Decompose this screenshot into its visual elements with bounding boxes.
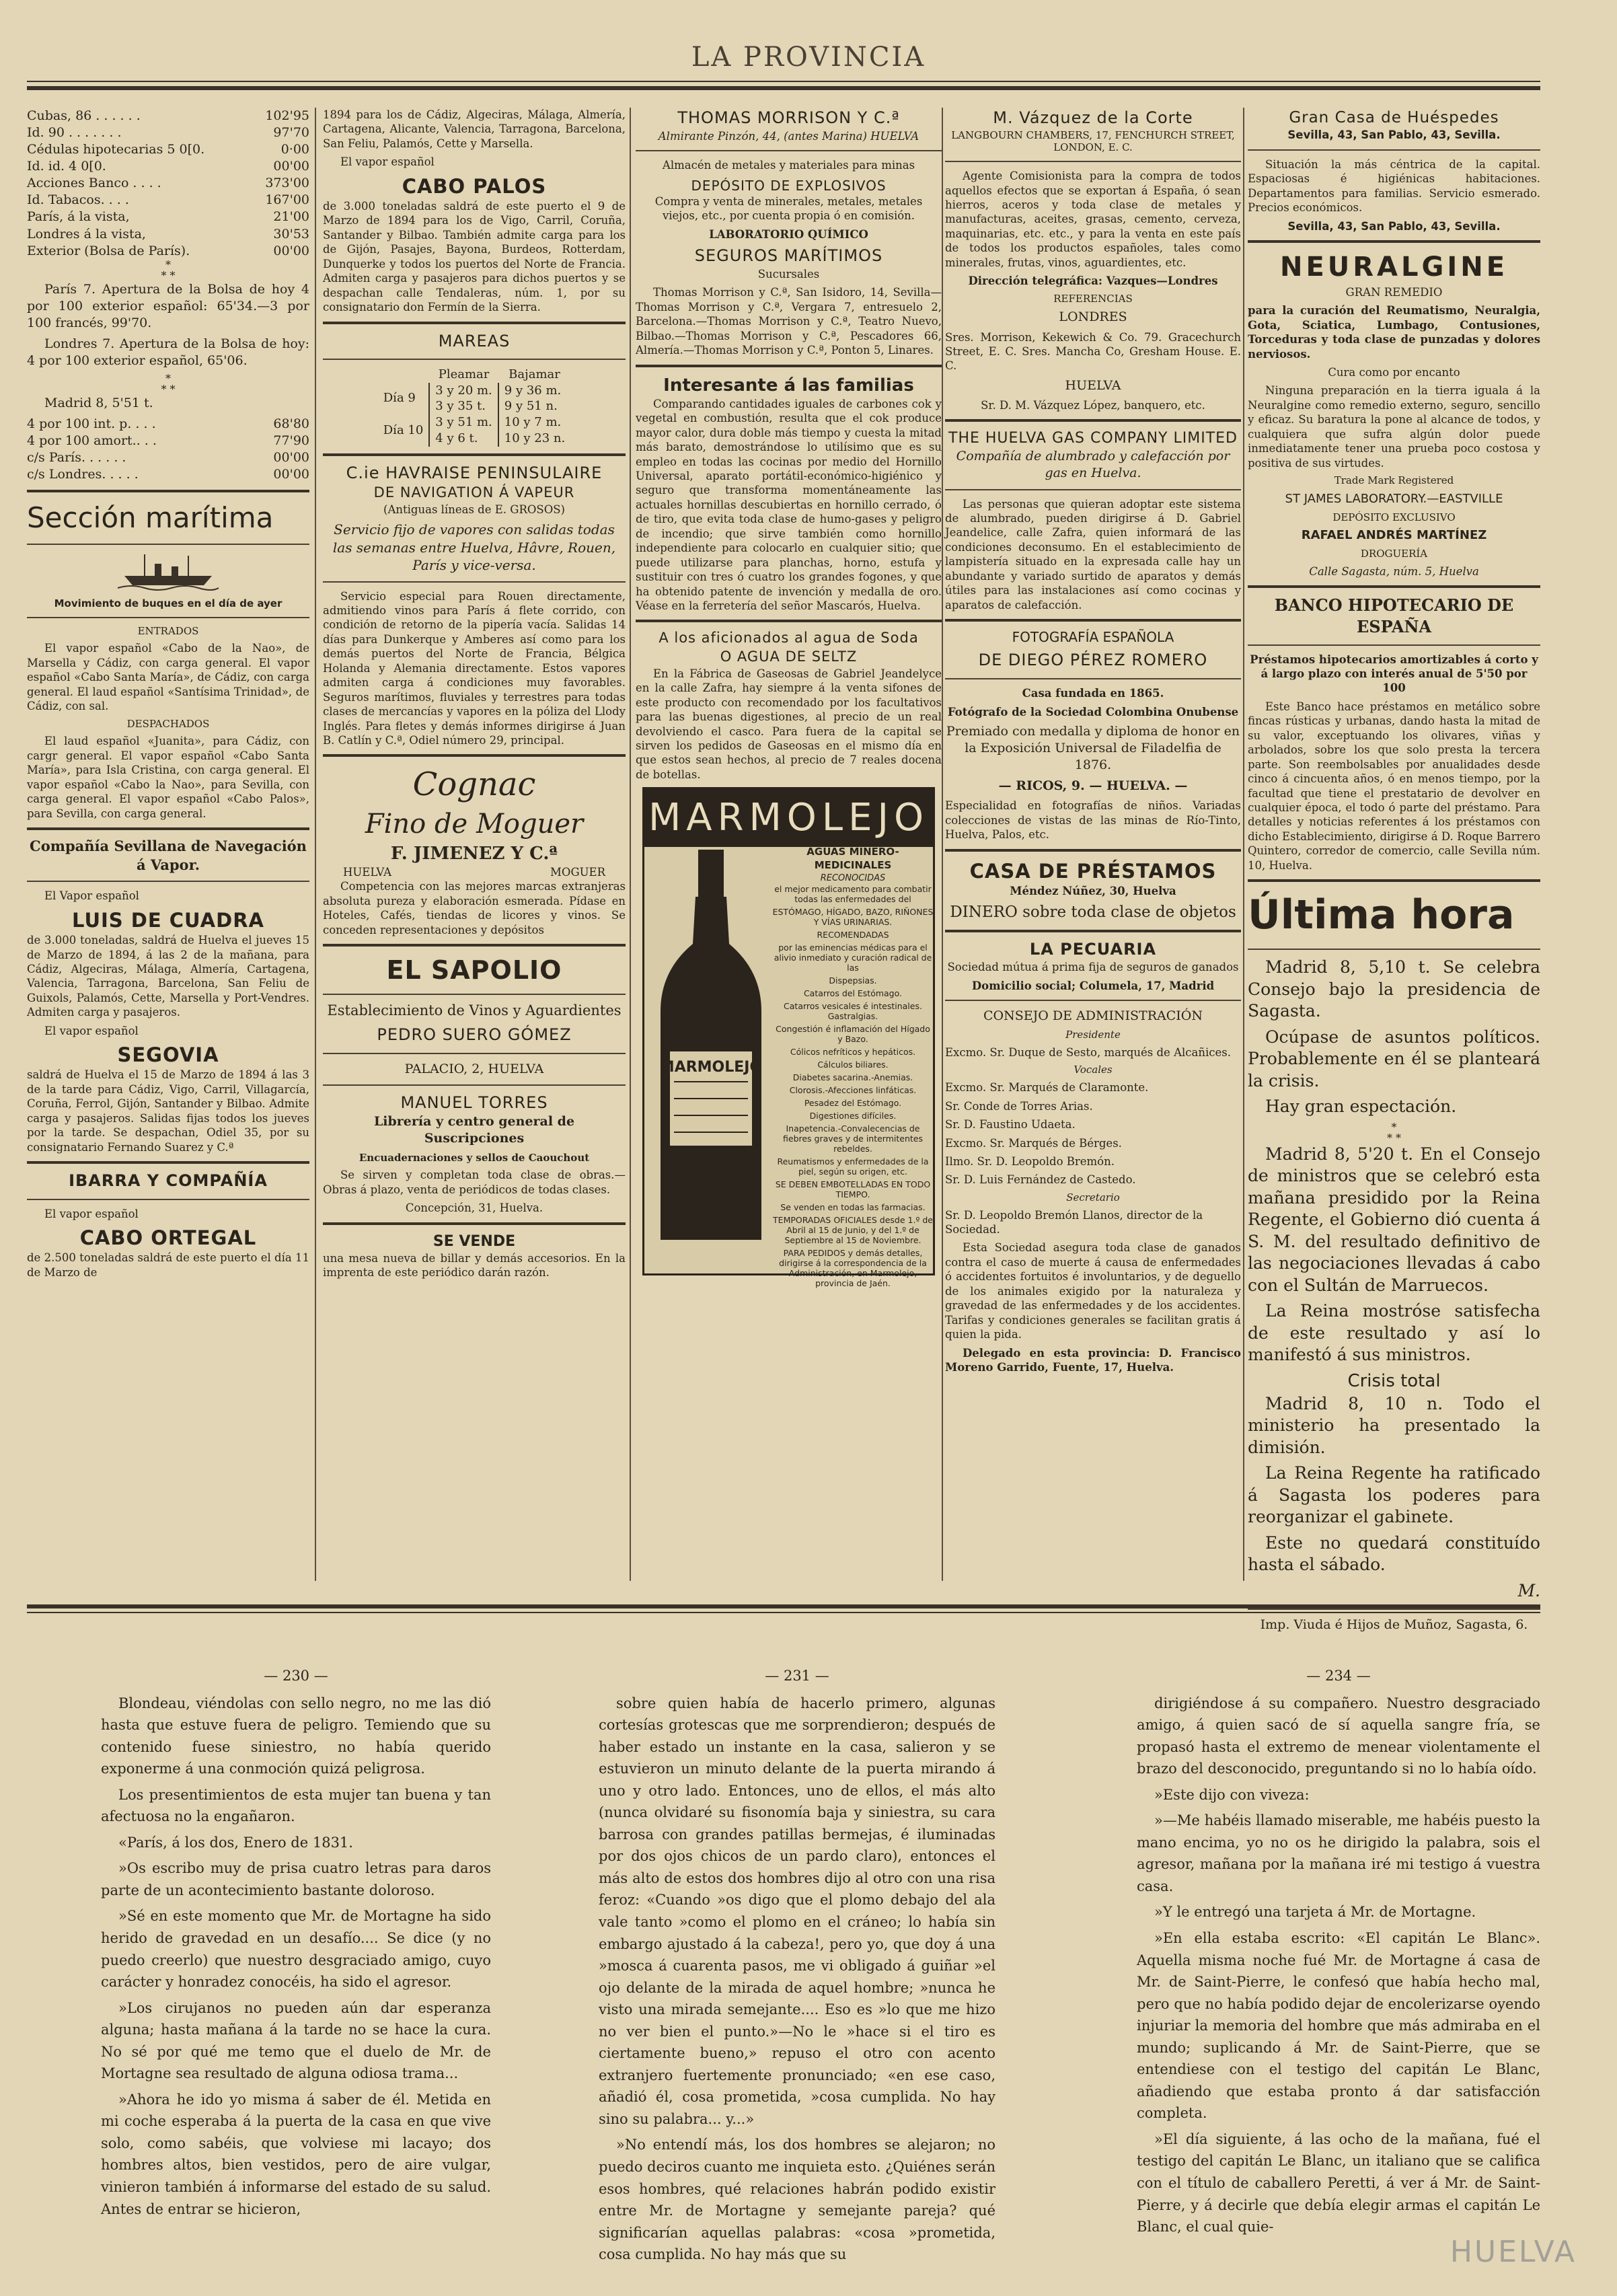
concepcion-address: Concepción, 31, Huelva. bbox=[405, 1201, 543, 1215]
domicilio: Domicilio social; Columela, 17, Madrid bbox=[971, 979, 1215, 992]
quote-label: 4 por 100 int. p. . . . bbox=[27, 416, 156, 432]
direccion-telegrafica: Dirección telegráfica: Vazques—Londres bbox=[968, 274, 1218, 288]
luis-text: de 3.000 toneladas, saldrá de Huelva el jueves 15 de Marzo de 1894, á las 2 de la mañana, para Cádiz, Algeciras, Málaga, Almería, Cartagena, Valencia, Tarragona, Barcelona, San Feliu de Guixols, Palamós, Cette, Marsella y Port-Vendres. Admiten carga y pasajeros. bbox=[27, 934, 309, 1019]
ibarra-title: IBARRA Y COMPAÑÍA bbox=[69, 1171, 268, 1191]
divider bbox=[1248, 149, 1540, 151]
entrados-text: El vapor español «Cabo de la Nao», de Marsella y Cádiz, con carga general. El vapor español «Cabo Santa María», de Cádiz, con carga general. El laud español «Santísima Trinidad», de Cádiz, con sal. bbox=[27, 642, 309, 713]
pleamar-header: Pleamar bbox=[438, 367, 490, 382]
divider bbox=[323, 359, 626, 360]
novel-paragraph: »En ella estaba escrito: «El capitán Le Blanc». Aquella misma noche fué Mr. de Mortagne á casa de Mr. de Saint-Pierre, le confesó que había hecho mal, pero que no había podido dejar de encolerizarse oyendo injuriar la memoria del hombre que más admiraba en el mundo; suplicando á Mr. de Saint-Pierre, que se entendiese con el testigo del capitán Le Blanc, añadiendo que estaba pronto á dar satisfacción completa. bbox=[1137, 1930, 1540, 2122]
quote-label: Cubas, 86 . . . . . . bbox=[27, 108, 141, 123]
secretario-name: Sr. D. Leopoldo Bremón Llanos, director de la Sociedad. bbox=[945, 1208, 1203, 1236]
location-huelva: HUELVA bbox=[343, 865, 392, 879]
marmolejo-line: Catarros vesicales é intestinales. Gastralgias. bbox=[784, 1001, 922, 1022]
novel-paragraph: Blondeau, viéndolas con sello negro, no me las dió hasta que estuve fuera de peligro. Temiendo que su contenido fuese siniestro, no había querido exponerme á una conmoción quizá peligrosa. bbox=[101, 1695, 491, 1777]
consejo-heading: CONSEJO DE ADMINISTRACIÓN bbox=[983, 1008, 1203, 1024]
reconocidas: RECONOCIDAS bbox=[820, 873, 886, 883]
marmolejo-lines bbox=[772, 884, 934, 1288]
tide-value: 3 y 51 m. bbox=[435, 415, 492, 430]
vapor-label: El vapor español bbox=[44, 1207, 139, 1220]
londres-text: Londres 7. Apertura de la Bolsa de hoy: 4 por 100 exterior español, 65'06. bbox=[27, 336, 309, 369]
quote-value: 373'00 bbox=[265, 176, 309, 191]
antiguas-lineas: (Antiguas líneas de E. GROSOS) bbox=[383, 503, 565, 516]
deposito-explosivos: DEPÓSITO DE EXPLOSIVOS bbox=[691, 177, 887, 194]
quote-value: 77'90 bbox=[273, 433, 309, 449]
watermark-huelva bbox=[1450, 2235, 1577, 2269]
quote-label: Exterior (Bolsa de París). bbox=[27, 243, 190, 258]
novel-paragraph: »Este dijo con viveza: bbox=[1154, 1786, 1310, 1803]
divider bbox=[27, 1161, 309, 1164]
novel-paragraph: »El día siguiente, á las ocho de la mañana, fué el testigo del capitán Le Blanc, un italiano que se califica con el título de caballero Peretti, á ver á Mr. de Saint-Pierre, y á decirle que debía elegir armas el capitán Le Blanc, el cual quie- bbox=[1137, 2131, 1540, 2235]
cognac-logo: Cognac bbox=[412, 766, 536, 804]
compania-alumbrado: Compañía de alumbrado y calefacción por gas en Huelva. bbox=[956, 449, 1230, 481]
quote-row bbox=[27, 192, 309, 209]
fino-moguer-logo: Fino de Moguer bbox=[365, 808, 584, 840]
sucursales-label: Sucursales bbox=[757, 267, 820, 281]
cognac-text: Competencia con las mejores marcas extranjeras absoluta pureza y elaboración esmerada. Pídase en Hoteles, Cafés, tiendas de licores y vinos. Se conceden representaciones y depósitos bbox=[323, 880, 626, 936]
marmolejo-line: Se venden en todas las farmacias. bbox=[780, 1202, 926, 1213]
luis-de-cuadra-title: LUIS DE CUADRA bbox=[72, 908, 264, 932]
gas-company-title: THE HUELVA GAS COMPANY LIMITED bbox=[948, 430, 1238, 447]
huelva-ref: Sr. D. M. Vázquez López, banquero, etc. bbox=[981, 398, 1205, 412]
marmolejo-line: Clorosis.-Afecciones linfáticas. bbox=[789, 1085, 917, 1096]
prestamos-heading: Préstamos hipotecarios amortizables á corto y á largo plazo con interés anual de 5'50 por 100 bbox=[1250, 653, 1538, 695]
neuralgine-title: NEURALGINE bbox=[1279, 251, 1509, 283]
quote-row bbox=[27, 124, 309, 141]
huelva-heading: HUELVA bbox=[1065, 377, 1121, 393]
tide-row bbox=[378, 383, 571, 415]
imprenta: Imp. Viuda é Hijos de Muñoz, Sagasta, 6. bbox=[1260, 1617, 1528, 1633]
morrison-title: THOMAS MORRISON Y C.ª bbox=[677, 108, 900, 127]
interesante-title: Interesante á las familias bbox=[663, 375, 914, 396]
novel-paragraph: »Sé en este momento que Mr. de Mortagne ha sido herido de gravedad en un desafío.... Se dice (y no puedo creerlo) que nuestro desgraciado amigo, cuyo carácter y honradez conocéis, ha sido el agresor. bbox=[101, 1908, 491, 1991]
pedro-suero-title: PEDRO SUERO GÓMEZ bbox=[377, 1025, 572, 1044]
asterism: * * * bbox=[161, 258, 176, 282]
morrison-address: Almirante Pinzón, 44, (antes Marina) HUELVA bbox=[658, 129, 919, 143]
marmolejo-line: RECOMENDADAS bbox=[817, 930, 889, 940]
divider bbox=[323, 1084, 626, 1086]
divider bbox=[323, 322, 626, 324]
quote-row bbox=[27, 141, 309, 158]
divider bbox=[945, 161, 1241, 162]
marmolejo-line: Digestiones difíciles. bbox=[809, 1111, 897, 1121]
quote-label: c/s París. . . . . . bbox=[27, 450, 126, 466]
movimiento-heading: Movimiento de buques en el día de ayer bbox=[54, 597, 283, 609]
cognac-locations bbox=[323, 865, 626, 879]
tide-value: 10 y 23 n. bbox=[504, 431, 566, 445]
divider bbox=[945, 930, 1241, 932]
marmolejo-line: Cólicos nefríticos y hepáticos. bbox=[790, 1047, 916, 1058]
establecimiento: Establecimiento de Vinos y Aguardientes bbox=[327, 1002, 622, 1019]
seccion-maritima-title: Sección marítima bbox=[27, 501, 274, 535]
divider bbox=[323, 453, 626, 456]
tide-value: 9 y 36 m. bbox=[504, 383, 562, 398]
novel-paragraph: »No entendí más, los dos hombres se alejaron; no puedo deciros cuanto me inquieta esto. ¿Quiénes serán esos hombres, qué relaciones habrán podido existir entre Mr. de Mortagne y semejante pareja? qué significarían aquellas palabras: «cosa »prometida, cosa cumplida. No hay más que su bbox=[599, 2137, 995, 2263]
column-rule bbox=[942, 108, 943, 1581]
novel-paragraph: «París, á los dos, Enero de 1831. bbox=[118, 1834, 353, 1851]
vazquez-text: Agente Comisionista para la compra de todos aquellos efectos que se exportan á España, ó sean hierros, aceros y toda clase de metales y manufacturas, aceites, grasas, cemento, cerveza, maquinarias, etc. etc., y para la venta en este país de todos los productos españoles, tales como minerales, frutas, vinos, aguardientes, etc. bbox=[945, 170, 1241, 269]
cabo-palos-title: CABO PALOS bbox=[402, 174, 547, 198]
column-rule bbox=[315, 108, 316, 1581]
marmolejo-line: Dispepsias. bbox=[829, 975, 877, 986]
tide-value: 3 y 20 m. bbox=[435, 383, 492, 398]
se-vende-title: SE VENDE bbox=[433, 1232, 516, 1250]
diego-perez-title: DE DIEGO PÉREZ ROMERO bbox=[978, 651, 1208, 670]
servicio-fijo: Servicio fijo de vapores con salidas todas las semanas entre Huelva, Hâvre, Rouen, París y vice-versa. bbox=[332, 521, 616, 574]
quote-row bbox=[27, 108, 309, 124]
quote-label: c/s Londres. . . . . bbox=[27, 467, 139, 482]
marmolejo-line: ESTÓMAGO, HÍGADO, BAZO, RIÑONES Y VÍAS URINARIAS. bbox=[772, 907, 934, 928]
divider bbox=[945, 678, 1241, 679]
pecuaria-text: Esta Sociedad asegura toda clase de ganados contra el caso de muerte á causa de enfermedades ó accidentes fortuitos é involuntarios, y de deguello de los animales exigido por la naturaleza y gravedad de las enfermedades y de los accidentes. Tarifas y condiciones generales se facilitan gratis á quien la pida. bbox=[945, 1241, 1241, 1341]
column-finance-maritime bbox=[27, 108, 309, 1567]
navigation-title: DE NAVIGATION Á VAPEUR bbox=[373, 484, 575, 501]
vocal-name: Sr. D. Faustino Udaeta. bbox=[945, 1118, 1076, 1132]
divider bbox=[27, 881, 309, 882]
marmolejo-line: Inapetencia.-Convalecencias de fiebres graves y de intermitentes rebeldes. bbox=[783, 1123, 923, 1154]
pecuaria-sub: Sociedad mútua á prima fija de seguros de ganados bbox=[947, 961, 1239, 974]
neuralgine-text: Ninguna preparación en la tierra iguala á la Neuralgine como remedio externo, seguro, sencillo y eficaz. Su baratura la pone al alcance de todos, y cualquiera que sufra algún dolor puede inmediatamente tener una prueba poco costosa y positiva de sus virtudes. bbox=[1248, 384, 1540, 470]
havraise-title: C.ie HAVRAISE PENINSULAIRE bbox=[346, 463, 603, 482]
quote-label: Id. 90 . . . . . . . bbox=[27, 125, 122, 141]
divider bbox=[1248, 949, 1540, 950]
quote-row bbox=[27, 449, 309, 466]
news-item: La Reina mostróse satisfecha de este resultado y así lo manifestó á sus ministros. bbox=[1248, 1301, 1540, 1365]
divider bbox=[27, 490, 309, 492]
gran-casa-title: Gran Casa de Huéspedes bbox=[1289, 109, 1499, 126]
divider bbox=[323, 754, 626, 757]
divider bbox=[323, 581, 626, 583]
presidente-name: Excmo. Sr. Duque de Sesto, marqués de Alcañices. bbox=[945, 1046, 1231, 1060]
banco-title: BANCO HIPOTECARIO DE ESPAÑA bbox=[1274, 595, 1514, 636]
novel-paragraph: »—Me habéis llamado miserable, me habéis puesto la mano encima, yo no os he dirigido la palabra, sois el agresor, mañana por la mañana iré mi testigo á vuestra casa. bbox=[1137, 1812, 1540, 1894]
casa-text: Situación la más céntrica de la capital. Espaciosas é higiénicas habitaciones. Departamentos para familias. Servicio esmerado. Precios económicos. bbox=[1248, 157, 1540, 215]
quote-value: 68'80 bbox=[273, 416, 309, 432]
ricos-address: — RICOS, 9. — HUELVA. — bbox=[998, 778, 1188, 794]
vocales-label: Vocales bbox=[1074, 1064, 1113, 1076]
trade-mark: Trade Mark Registered bbox=[1334, 474, 1454, 487]
divider bbox=[1248, 644, 1540, 646]
despachados-text: El laud español «Juanita», para Cádiz, con cargr general. El vapor español «Cabo Santa María», para Isla Cristina, con carga general. El vapor español «Cabo la Nao», para Sevilla, con carga general. El vapor español «Cabo Palos», para Sevilla, con carga general. bbox=[27, 735, 309, 820]
quote-row bbox=[27, 158, 309, 175]
marmolejo-line: TEMPORADAS OFICIALES desde 1.º de Abril al 15 de Junio, y del 1.º de Septiembre al 15 de Noviembre. bbox=[773, 1215, 933, 1246]
column-vazquez bbox=[945, 108, 1241, 1567]
fotografia-title: FOTOGRAFÍA ESPAÑOLA bbox=[1012, 629, 1174, 646]
laboratorio: LABORATORIO QUÍMICO bbox=[709, 227, 868, 241]
divider bbox=[27, 544, 309, 545]
refs-text: Sres. Morrison, Kekewich & Co. 79. Gracechurch Street, E. C. Sres. Mancha Co, Gresham House. E. C. bbox=[945, 330, 1241, 373]
manuel-torres-title: MANUEL TORRES bbox=[400, 1093, 548, 1112]
news-item: Hay gran espectación. bbox=[1265, 1097, 1457, 1117]
news-block bbox=[1248, 957, 1540, 1602]
aficionados-title: A los aficionados al agua de Soda bbox=[659, 630, 919, 646]
divider bbox=[945, 489, 1241, 490]
banco-text: Este Banco hace préstamos en metálico sobre fincas rústicas y urbanas, dando hasta la mitad de su valor, exceptuando los olivares, viñas y arbolados, sobre los que solo presta la tercera parte. Son reembolsables por anualidades desde cinco á cincuenta años, ó en menos tiempo, por la facultad que tiene el prestatario de devolver en cualquier época, el todo ó parte del préstamo. Para detalles y noticias referentes á los préstamos con dicho Establecimiento, dirigirse á D. Roque Barrero Quintero, corredor de comercio, calle Sevilla núm. 10, Huelva. bbox=[1248, 700, 1540, 872]
tide-value: 3 y 35 t. bbox=[435, 399, 486, 414]
column-rule bbox=[1243, 108, 1244, 1581]
marmolejo-line: Reumatismos y enfermedades de la piel, según su origen, etc. bbox=[777, 1156, 929, 1177]
bottle-label-text: MARMOLEJO bbox=[659, 1059, 763, 1076]
langbourn-address: LANGBOURN CHAMBERS, 17, FENCHURCH STREET, LONDON, E. C. bbox=[951, 128, 1235, 154]
vapor-label: El Vapor español bbox=[44, 889, 139, 903]
page-text bbox=[1137, 1693, 1540, 2238]
page-number: — 230 — bbox=[264, 1668, 328, 1684]
bottom-rule-thick bbox=[27, 1604, 1540, 1608]
page-number: — 231 — bbox=[765, 1668, 829, 1684]
column-shipping-ads bbox=[323, 108, 626, 1567]
quote-value: 30'53 bbox=[273, 226, 309, 242]
tide-value: 9 y 51 n. bbox=[504, 399, 558, 414]
vocal-name: Excmo. Sr. Marqués de Bérges. bbox=[945, 1136, 1122, 1150]
marmolejo-line: Congestión é inflamación del Hígado y Bazo. bbox=[776, 1024, 930, 1045]
quote-row bbox=[27, 226, 309, 243]
divider bbox=[945, 849, 1241, 852]
tide-value: 10 y 7 m. bbox=[504, 415, 562, 430]
news-item: Madrid 8, 5,10 t. Se celebra Consejo bajo la presidencia de Sagasta. bbox=[1248, 957, 1540, 1021]
vocal-name: Excmo. Sr. Marqués de Claramonte. bbox=[945, 1081, 1149, 1095]
novel-paragraph: »Y le entregó una tarjeta á Mr. de Mortagne. bbox=[1154, 1904, 1476, 1921]
bajamar-header: Bajamar bbox=[509, 367, 560, 382]
seltz-title: O AGUA DE SELTZ bbox=[720, 649, 858, 665]
divider bbox=[636, 365, 942, 367]
top-text: 1894 para los de Cádiz, Algeciras, Málaga, Almería, Cartagena, Alicante, Valencia, Tarragona, Barcelona, San Feliu, Palamós, Cette y Marsella. bbox=[323, 108, 626, 150]
drogueria: DROGUERÍA bbox=[1360, 548, 1428, 560]
quote-label: Acciones Banco . . . . bbox=[27, 176, 161, 191]
divider bbox=[945, 619, 1241, 622]
james-laboratory: ST JAMES LABORATORY.—EASTVILLE bbox=[1285, 491, 1503, 506]
divider bbox=[636, 150, 942, 151]
page-number: — 234 — bbox=[1306, 1668, 1371, 1684]
delegado: Delegado en esta provincia: D. Francisco Moreno Garrido, Fuente, 17, Huelva. bbox=[945, 1346, 1241, 1374]
divider bbox=[323, 944, 626, 947]
novel-page-231 bbox=[599, 1665, 995, 2270]
vocales-list bbox=[945, 1080, 1241, 1187]
asterism: * * * bbox=[1386, 1120, 1402, 1144]
seguros-title: SEGUROS MARÍTIMOS bbox=[694, 246, 883, 266]
presidente-label: Presidente bbox=[1065, 1029, 1121, 1041]
top-rule-thick bbox=[27, 86, 1540, 90]
vocal-name: Sr. Conde de Torres Arias. bbox=[945, 1099, 1093, 1113]
encuadernaciones: Encuadernaciones y sellos de Caouchout bbox=[359, 1151, 590, 1164]
segovia-title: SEGOVIA bbox=[117, 1043, 219, 1067]
quote-row bbox=[27, 416, 309, 433]
novel-paragraph: Los presentimientos de esta mujer tan buena y tan afectuosa no la engañaron. bbox=[101, 1786, 491, 1825]
news-item: Este no quedará constituído hasta el sábado. bbox=[1248, 1532, 1540, 1575]
tide-row bbox=[378, 414, 571, 447]
entrados-heading: ENTRADOS bbox=[137, 624, 199, 637]
havraise-text: Servicio especial para Rouen directamente, admitiendo vinos para París á flete corrido, con condición de retorno de la pipería vacía. Salidas 14 días para Dunkerque y Amberes así como para los demás puertos del Norte de Francia, Bélgica Holanda y Alemania directamente. Estos vapores admiten carga á condiciones muy favorables. Seguros marítimos, fluviales y terrestres para todas clases de mercancías y vapores en la póliza del Llody Inglés. Para fletes y demás informes dirigirse á Juan B. Catlín y C.ª, Odiel número 29, principal. bbox=[323, 589, 626, 747]
masthead: LA PROVINCIA bbox=[691, 42, 926, 73]
quote-label: Londres á la vista, bbox=[27, 226, 146, 242]
news-item: Madrid 8, 10 n. Todo el ministerio ha presentado la dimisión. bbox=[1248, 1393, 1540, 1457]
divider bbox=[1248, 1608, 1540, 1610]
despachados-heading: DESPACHADOS bbox=[126, 717, 210, 730]
tide-day: Día 10 bbox=[383, 422, 424, 437]
ortegal-text: de 2.500 toneladas saldrá de este puerto el día 11 de Marzo de bbox=[27, 1251, 309, 1279]
quote-value: 102'95 bbox=[265, 108, 309, 123]
sucursales-text: Thomas Morrison y C.ª, San Isidoro, 14, Sevilla—Thomas Morrison y C.ª, Vergara 7, entresuelo 2, Barcelona.—Thomas Morrison y C.ª, Teatro Nuevo, Bilbao.—Thomas Morrison y C.ª, Pescadores 66, Almería.—Thomas Morrison y C.ª, Ponton 5, Linares. bbox=[636, 286, 942, 357]
palos-text: de 3.000 toneladas saldrá de este puerto el 9 de Marzo de 1894 para los de Vigo, Carril, Coruña, Santander y Bilbao. También admite carga para los de Gijón, Pasajes, Bayona, Burdeos, Rotterdam, Dunquerke y todos los puertos del Norte de Francia. Admiten carga y pasajeros para dichos puertos y se despachan calle Tendaleras, núm. 1, por su consignatario don Fermín de la Sierra. bbox=[323, 200, 626, 314]
novel-paragraph: dirigiéndose á su compañero. Nuestro desgraciado amigo, á quien sacó de sí aquella sangre fría, se propasó hasta el extremo de menear violentamente el brazo del desconocido, preguntando si no lo había oído. bbox=[1137, 1695, 1540, 1777]
referencias: REFERENCIAS bbox=[1053, 292, 1133, 305]
page-text bbox=[101, 1693, 491, 2221]
marmolejo-line: Diabetes sacarina.-Anemias. bbox=[792, 1072, 913, 1083]
jimenez-brand: F. JIMENEZ Y C.ª bbox=[390, 843, 558, 864]
divider bbox=[1248, 879, 1540, 882]
quote-value: 00'00 bbox=[273, 243, 309, 258]
column-neuralgine-news bbox=[1248, 108, 1540, 1633]
crisis-heading: Crisis total bbox=[1347, 1370, 1441, 1391]
column-morrison bbox=[636, 108, 942, 1567]
marmolejo-line: Cálculos biliares. bbox=[817, 1060, 889, 1070]
novel-page-230 bbox=[101, 1665, 491, 2270]
madrid-list bbox=[27, 416, 309, 483]
asterism: * * * bbox=[161, 372, 176, 396]
marmolejo-line: por las eminencias médicas para el alivio inmediato y curación radical de las bbox=[774, 942, 932, 973]
novel-paragraph: »Ahora he ido yo misma á saber de él. Metida en mi coche esperaba á la puerta de la casa en que vive solo, como sabéis, que volviese mi lacayo; dos hombres altos, bien vestidos, pero de aire vulgar, vinieron también á informarse del estado de su salud. Antes de entrar se hicieron, bbox=[101, 2091, 491, 2217]
dinero-line: DINERO sobre toda clase de objetos bbox=[950, 903, 1236, 922]
vazquez-title: M. Vázquez de la Corte bbox=[993, 108, 1193, 127]
almacen: Almacén de metales y materiales para minas bbox=[662, 159, 915, 172]
fotografo-sociedad: Fotógrafo de la Sociedad Colombina Onubense bbox=[947, 705, 1239, 718]
quote-row bbox=[27, 175, 309, 192]
divider bbox=[1248, 240, 1540, 243]
page-text bbox=[599, 1693, 995, 2266]
premiado: Premiado con medalla y diploma de honor en la Exposición Universal de Filadelfia de 1876. bbox=[946, 723, 1240, 773]
quote-label: 4 por 100 amort.. . . bbox=[27, 433, 157, 449]
sevilla-address: Sevilla, 43, San Pablo, 43, Sevilla. bbox=[1287, 128, 1501, 142]
divider bbox=[1248, 585, 1540, 588]
ultima-hora-title: Última hora bbox=[1248, 891, 1515, 939]
divider bbox=[945, 1000, 1241, 1001]
quote-value: 97'70 bbox=[273, 125, 309, 141]
segovia-text: saldrá de Huelva el 15 de Marzo de 1894 á las 3 de la tarde para Cádiz, Vigo, Carril, Villagarcía, Coruña, Ferrol, Gijón, Santander y Bilbao. Admite carga y pasajeros. Salidas fijas todos los jueves por la tarde. Se despachan, Odiel 35, por su consignatario Fernando Suarez y C.ª bbox=[27, 1068, 309, 1154]
paris-text: París 7. Apertura de la Bolsa de hoy 4 por 100 exterior español: 65'34.—3 por 100 francés, 99'70. bbox=[27, 281, 309, 330]
quote-value: 0·00 bbox=[280, 142, 309, 157]
quote-value: 00'00 bbox=[273, 159, 309, 174]
divider bbox=[27, 617, 309, 618]
bottle-icon bbox=[654, 850, 768, 1253]
ricos-text: Especialidad en fotografías de niños. Variadas colecciones de vistas de las minas de Río-Tinto, Huelva, Palos, etc. bbox=[945, 799, 1241, 842]
sagasta-address: Calle Sagasta, núm. 5, Huelva bbox=[1309, 564, 1479, 578]
pecuaria-title: LA PECUARIA bbox=[1029, 939, 1157, 959]
secretario-label: Secretario bbox=[1066, 1191, 1120, 1203]
quote-value: 21'00 bbox=[273, 209, 309, 225]
neuralgine-lead: para la curación del Reumatismo, Neuralgia, Gota, Sciatica, Lumbago, Contusiones, Torceduras y toda clase de punzadas y dolores nerviosos. bbox=[1248, 304, 1540, 361]
vocal-name: Sr. D. Luis Fernández de Castedo. bbox=[945, 1173, 1136, 1187]
quote-label: Cédulas hipotecarias 5 0[0. bbox=[27, 142, 205, 157]
divider bbox=[636, 620, 942, 622]
aguas-heading: AGUAS MINERO-MEDICINALES bbox=[806, 846, 899, 872]
novel-page-234 bbox=[1137, 1665, 1540, 2270]
divider bbox=[323, 1053, 626, 1054]
marmolejo-line: el mejor medicamento para combatir todas las enfermedades del bbox=[774, 884, 932, 905]
marmolejo-title: MARMOLEJO bbox=[644, 789, 933, 847]
gran-remedio: GRAN REMEDIO bbox=[1345, 285, 1443, 299]
gas-text: Las personas que quieran adoptar este sistema de alumbrado, pueden dirigirse á D. Gabriel Jeandelice, calle Zafra, quien informará de las condiciones deconsumo. En el establecimiento de lampistería situado en la expresada calle hay un abundante y variado surtido de aparatos y demás útiles para las instalaciones así como cocinas y aparatos de calefacción. bbox=[945, 497, 1241, 612]
quote-row bbox=[27, 243, 309, 260]
divider bbox=[945, 419, 1241, 422]
news-item: Ocúpase de asuntos políticos. Probablemente en él se planteará la crisis. bbox=[1248, 1027, 1540, 1090]
signature: M. bbox=[1517, 1580, 1540, 1600]
casa-prestamos-title: CASA DE PRÉSTAMOS bbox=[969, 859, 1217, 883]
madrid-head: Madrid 8, 5'51 t. bbox=[44, 396, 153, 411]
tide-day: Día 9 bbox=[383, 391, 416, 406]
mareas-title: MAREAS bbox=[438, 331, 511, 350]
location-moguer: MOGUER bbox=[550, 865, 605, 879]
quote-value: 00'00 bbox=[273, 467, 309, 482]
news-item: La Reina Regente ha ratificado á Sagasta los poderes para reorganizar el gabinete. bbox=[1248, 1463, 1540, 1527]
steamship-icon bbox=[118, 552, 219, 592]
divider bbox=[27, 1199, 309, 1200]
vapor-label: El vapor español bbox=[340, 155, 435, 169]
divider bbox=[27, 827, 309, 830]
casa-fundada: Casa fundada en 1865. bbox=[1022, 687, 1164, 700]
vapor-label: El vapor español bbox=[44, 1024, 139, 1037]
quote-row bbox=[27, 433, 309, 449]
sevilla-address-2: Sevilla, 43, San Pablo, 43, Sevilla. bbox=[1287, 219, 1501, 233]
compra-venta: Compra y venta de minerales, metales, metales viejos, etc., por cuenta propia ó en comisión. bbox=[654, 194, 923, 223]
tide-table bbox=[378, 367, 571, 446]
quote-value: 00'00 bbox=[273, 450, 309, 466]
seltz-text: En la Fábrica de Gaseosas de Gabriel Jeandelyce en la calle Zafra, hay siempre á la venta sifones de este producto con recomendado por los facultativos para las buenas digestiones, al precio de un real devolviendo el casco. Para fuera de la capital se sirven los pedidos de Gaseosas en el mismo día en que estos sean hechos, al precio de 7 reales docena de botellas. bbox=[636, 667, 942, 781]
manuel-text: Se sirven y completan toda clase de obras.—Obras á plazo, venta de periódicos de todas clases. bbox=[323, 1169, 626, 1196]
top-rule-thin bbox=[27, 81, 1540, 82]
quote-row bbox=[27, 209, 309, 225]
watermark-text: HUELVA bbox=[1450, 2235, 1577, 2269]
interesante-text: Comparando cantidades iguales de carbones cok y vegetal en combustión, resulta que el cok produce mayor calor, dura doble más tiempo y cuesta la mitad más barato, demostrándose lo utilísimo que es su empleo en todas las cocinas por medio del Hornillo Universal, aparato portátil-económico-higiénico y seguro que transforma momentáneamente las actuales hornillas descubiertas en hornillo cerrado, ó de tiro, que evita toda clase de humo-gases y peligro de incendio; que sirve también como hornillo independiente para colocarlo en cualquier sitio; que puede utilizarse para planchas, horno, estufa y sustituir con tres ó cuatro los grandes fogones, y que ha obtenido patente de invención y medalla de oro. Véase en la ferretería del señor Mascarós, Huelva. bbox=[636, 397, 942, 612]
marmolejo-line: Catarros del Estómago. bbox=[803, 988, 903, 999]
bottom-rule-thin bbox=[27, 1612, 1540, 1613]
rafael-andres: RAFAEL ANDRÉS MARTÍNEZ bbox=[1301, 528, 1487, 543]
libreria: Librería y centro general de Suscripciones bbox=[373, 1114, 575, 1146]
compania-sevillana-title: Compañía Sevillana de Navegación á Vapor. bbox=[30, 837, 307, 873]
news-item: Madrid 8, 5'20 t. En el Consejo de ministros que se celebró esta mañana presidido por la Reina Regente, el Gobierno dió cuenta á S. M. del resultado definitivo de las negociaciones llevadas á cabo con el Sultán de Marruecos. bbox=[1248, 1144, 1540, 1295]
quote-value: 167'00 bbox=[265, 192, 309, 208]
divider bbox=[323, 994, 626, 995]
bolsa-list bbox=[27, 108, 309, 260]
quote-label: Id. id. 4 0[0. bbox=[27, 159, 106, 174]
novel-paragraph: »Los cirujanos no pueden aún dar esperanza alguna; hasta mañana á la tarde no se hace la cura. No sé por qué me temo que el duelo de Mr. de Mortagne sea resultado de alguna odiosa trama... bbox=[101, 1999, 491, 2082]
marmolejo-line: Pesadez del Estómago. bbox=[804, 1098, 902, 1109]
marmolejo-text bbox=[772, 846, 934, 1291]
cura-encanto: Cura como por encanto bbox=[1328, 365, 1460, 379]
marmolejo-ad bbox=[642, 787, 935, 1289]
vocal-name: Ilmo. Sr. D. Leopoldo Bremón. bbox=[945, 1154, 1115, 1168]
column-rule bbox=[630, 108, 631, 1581]
quote-label: París, á la vista, bbox=[27, 209, 130, 225]
palacio-address: PALACIO, 2, HUELVA bbox=[404, 1061, 544, 1076]
sapolio-title: EL SAPOLIO bbox=[386, 955, 562, 986]
quote-row bbox=[27, 466, 309, 483]
cabo-ortegal-title: CABO ORTEGAL bbox=[79, 1226, 257, 1250]
vende-text: una mesa nueva de billar y demás accesorios. En la imprenta de este periódico darán razón. bbox=[323, 1251, 626, 1280]
londres-heading: LONDRES bbox=[1059, 309, 1127, 325]
tide-value: 4 y 6 t. bbox=[435, 431, 478, 445]
novel-paragraph: »Os escribo muy de prisa cuatro letras para daros parte de un acontecimiento bastante doloroso. bbox=[101, 1860, 491, 1898]
novel-paragraph: sobre quien había de hacerlo primero, algunas cortesías grotescas que me sorprendieron; después de haber estado un instante en la casa, salieron y se estuvieron un minuto delante de la puerta mirando á uno y otro lado. Entonces, uno de ellos, el más alto (nunca olvidaré su fisonomía baja y siniestra, su cara barrosa con grandes patillas bermejas, é iluminadas por dos ojos chicos de un pardo claro), entonces el más alto de estos dos hombres dijo al otro con una risa feroz: «Cuando »os digo que el plomo debajo del ala vale tanto »como el plomo en el cráneo; lo había sin embargo ajustado á la cabeza!, pero yo, que doy á una »mosca á cuarenta pasos, me vi obligado á guiñar »el ojo delante de la mirada de aquel hombre; »nunca he visto una mirada semejante.... Eso es »lo que me hizo no ver bien el punto.»—No le »hace si el tiro es ciertamente bueno,» repuso el otro con acento extranjero fuertemente pronunciado; «en ese caso, añadió él, cosa prometida, »cosa cumplida. No hay sino su palabra... y...» bbox=[599, 1695, 995, 2127]
marmolejo-line: PARA PEDIDOS y demás detalles, dirigirse á la correspondencia de la Administración, en Marmolejo, provincia de Jaén. bbox=[779, 1248, 927, 1289]
divider bbox=[323, 1222, 626, 1225]
quote-label: Id. Tabacos. . . . bbox=[27, 192, 129, 208]
deposito-exclusivo: DEPÓSITO EXCLUSIVO bbox=[1332, 511, 1456, 523]
mendez-address: Méndez Núñez, 30, Huelva bbox=[1010, 884, 1176, 897]
marmolejo-line: SE DEBEN EMBOTELLADAS EN TODO TIEMPO. bbox=[775, 1179, 931, 1200]
